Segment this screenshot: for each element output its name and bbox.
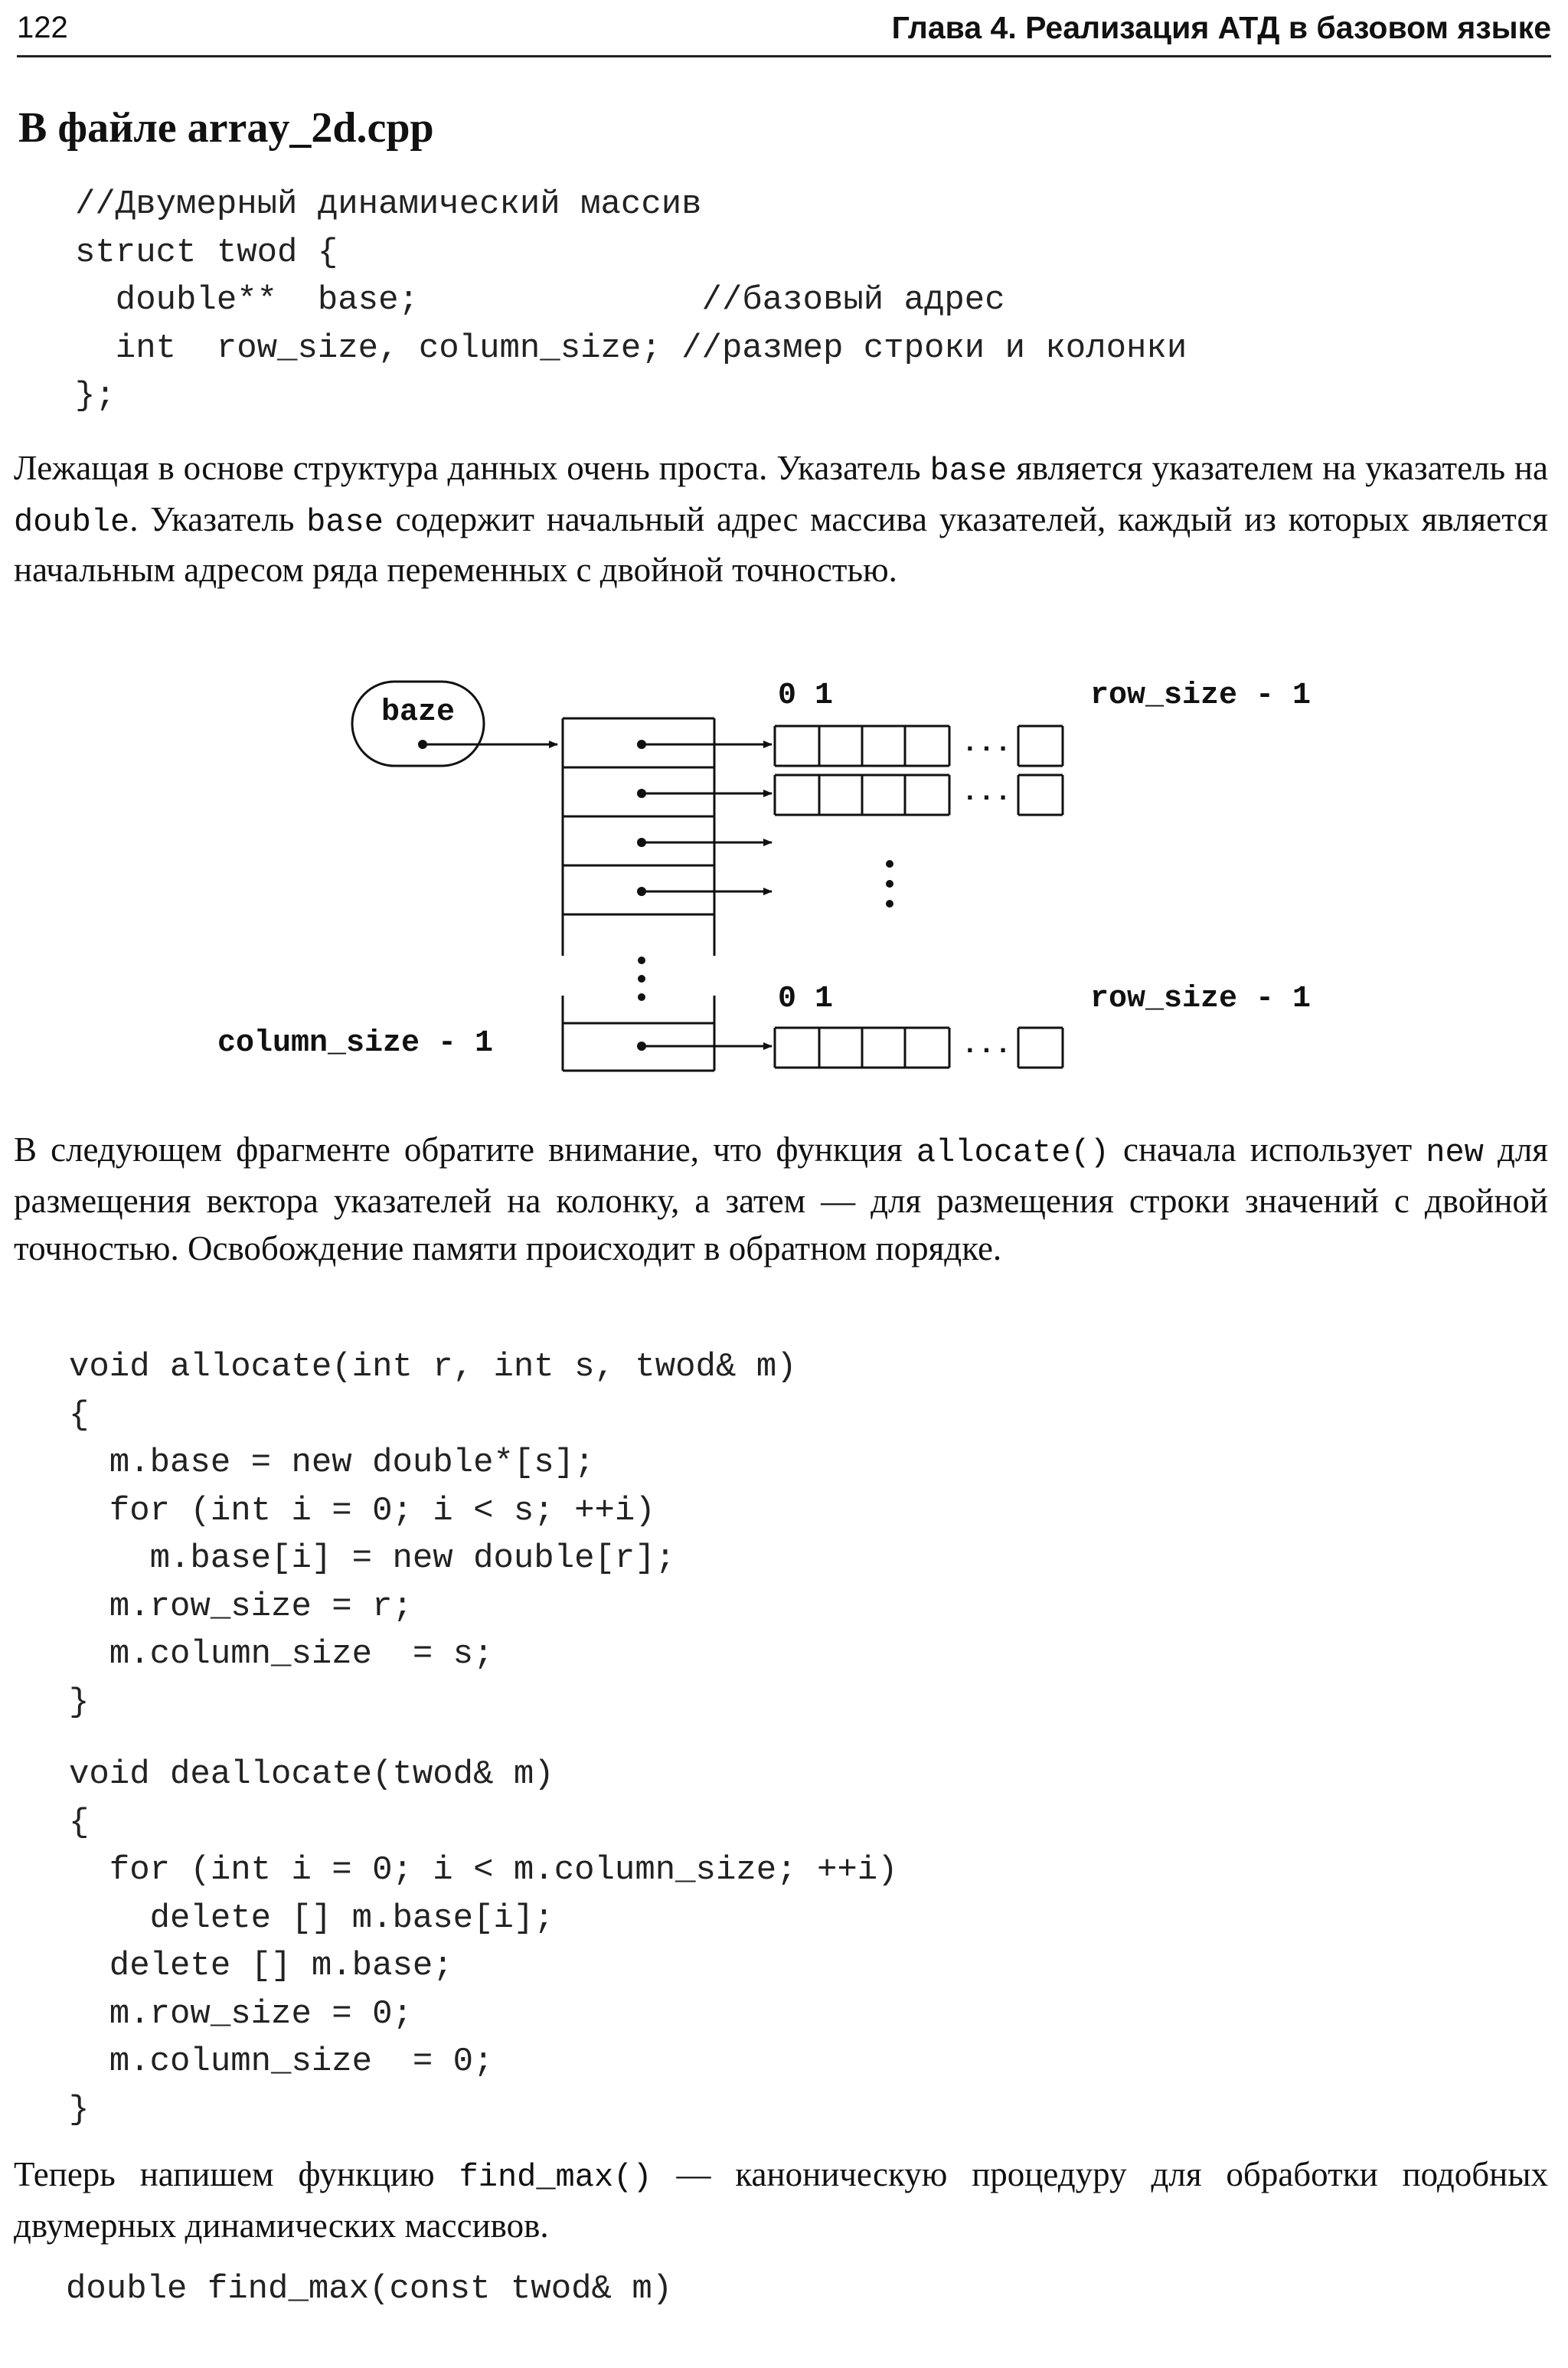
code-block-struct bbox=[75, 181, 1187, 420]
code-line: } bbox=[69, 1683, 90, 1722]
code-block-deallocate bbox=[69, 1751, 898, 2134]
code-line: int row_size, column_size; //размер строки и колонки bbox=[75, 329, 1187, 368]
inline-code: double bbox=[14, 503, 130, 541]
code-line: m.row_size = r; bbox=[69, 1587, 413, 1626]
text-run: для размещения вектора указателей на колонку, а затем — для размещения строки значений с двойной точностью. Освобождение памяти происходит в обратном порядке. bbox=[14, 1130, 1549, 1267]
code-line: m.base = new double*[s]; bbox=[69, 1444, 595, 1482]
text-run: В следующем фрагменте обратите внимание, что функция bbox=[14, 1130, 916, 1169]
array-diagram bbox=[0, 659, 1568, 1088]
code-line: delete [] m.base[i]; bbox=[69, 1899, 554, 1938]
inline-code: allocate() bbox=[916, 1134, 1109, 1171]
code-line: for (int i = 0; i < s; ++i) bbox=[69, 1491, 655, 1530]
top-index-left: 0 1 bbox=[778, 679, 834, 713]
code-line: //Двумерный динамический массив bbox=[75, 185, 702, 224]
row-array-second bbox=[775, 775, 1063, 815]
bottom-index-left: 0 1 bbox=[778, 982, 834, 1016]
text-run: сначала использует bbox=[1109, 1130, 1426, 1169]
code-line: delete [] m.base; bbox=[69, 1947, 453, 1985]
code-line: { bbox=[69, 1395, 90, 1434]
header-rule bbox=[17, 55, 1551, 57]
text-run: Лежащая в основе структура данных очень проста. Указатель bbox=[14, 449, 930, 487]
inline-code: base bbox=[306, 503, 384, 541]
code-line: void allocate(int r, int s, twod& m) bbox=[69, 1348, 797, 1386]
code-line: m.column_size = s; bbox=[69, 1635, 494, 1673]
rows-ellipsis bbox=[886, 860, 893, 908]
top-index-right: row_size - 1 bbox=[1090, 679, 1312, 713]
paragraph-find-max-description bbox=[14, 2150, 1548, 2249]
page-number: 122 bbox=[17, 11, 68, 44]
code-line: m.row_size = 0; bbox=[69, 1994, 413, 2033]
row-ellipsis: ... bbox=[962, 777, 1011, 808]
code-line: void deallocate(twod& m) bbox=[69, 1755, 554, 1794]
code-line: struct twod { bbox=[75, 233, 338, 272]
inline-code: base bbox=[929, 453, 1008, 489]
inline-code: new bbox=[1426, 1134, 1484, 1171]
row-pointers bbox=[637, 740, 772, 1051]
code-line: m.base[i] = new double[r]; bbox=[69, 1539, 676, 1578]
code-line: { bbox=[69, 1803, 90, 1842]
code-line: double find_max(const twod& m) bbox=[66, 2270, 673, 2308]
code-block-allocate bbox=[69, 1343, 797, 1726]
section-heading: В файле array_2d.cpp bbox=[18, 104, 434, 152]
chapter-title: Глава 4. Реализация АТД в базовом языке bbox=[891, 10, 1551, 45]
text-run: Теперь напишем функцию bbox=[14, 2155, 459, 2193]
text-run: — каноническую процедуру для обработки подобных двумерных динамических массивов. bbox=[14, 2155, 1548, 2245]
code-line: m.column_size = 0; bbox=[69, 2043, 494, 2081]
code-line: } bbox=[69, 2090, 90, 2129]
row-array-last bbox=[775, 1028, 1063, 1068]
row-ellipsis: ... bbox=[962, 728, 1011, 759]
code-line: }; bbox=[75, 377, 116, 415]
code-block-find-max bbox=[66, 2265, 672, 2314]
inline-code: find_max() bbox=[459, 2159, 652, 2196]
code-line: for (int i = 0; i < m.column_size; ++i) bbox=[69, 1851, 898, 1889]
code-line: double** base; //базовый адрес bbox=[75, 281, 1005, 319]
paragraph-allocate-description bbox=[14, 1126, 1548, 1273]
text-run: является указателем на указатель на bbox=[1007, 449, 1548, 487]
column-size-label: column_size - 1 bbox=[217, 1026, 494, 1061]
row-ellipsis: ... bbox=[962, 1029, 1011, 1061]
bottom-index-right: row_size - 1 bbox=[1090, 982, 1312, 1016]
paragraph-structure-description bbox=[14, 444, 1548, 594]
text-run: содержит начальный адрес массива указателей, каждый из которых является начальным адресом ряда переменных с двойной точностью. bbox=[14, 499, 1548, 589]
base-pointer-label: baze bbox=[381, 695, 456, 730]
column-ellipsis bbox=[638, 957, 645, 1001]
base-pointer bbox=[352, 682, 557, 766]
row-array-first bbox=[775, 726, 1063, 766]
text-run: . Указатель bbox=[129, 499, 307, 538]
